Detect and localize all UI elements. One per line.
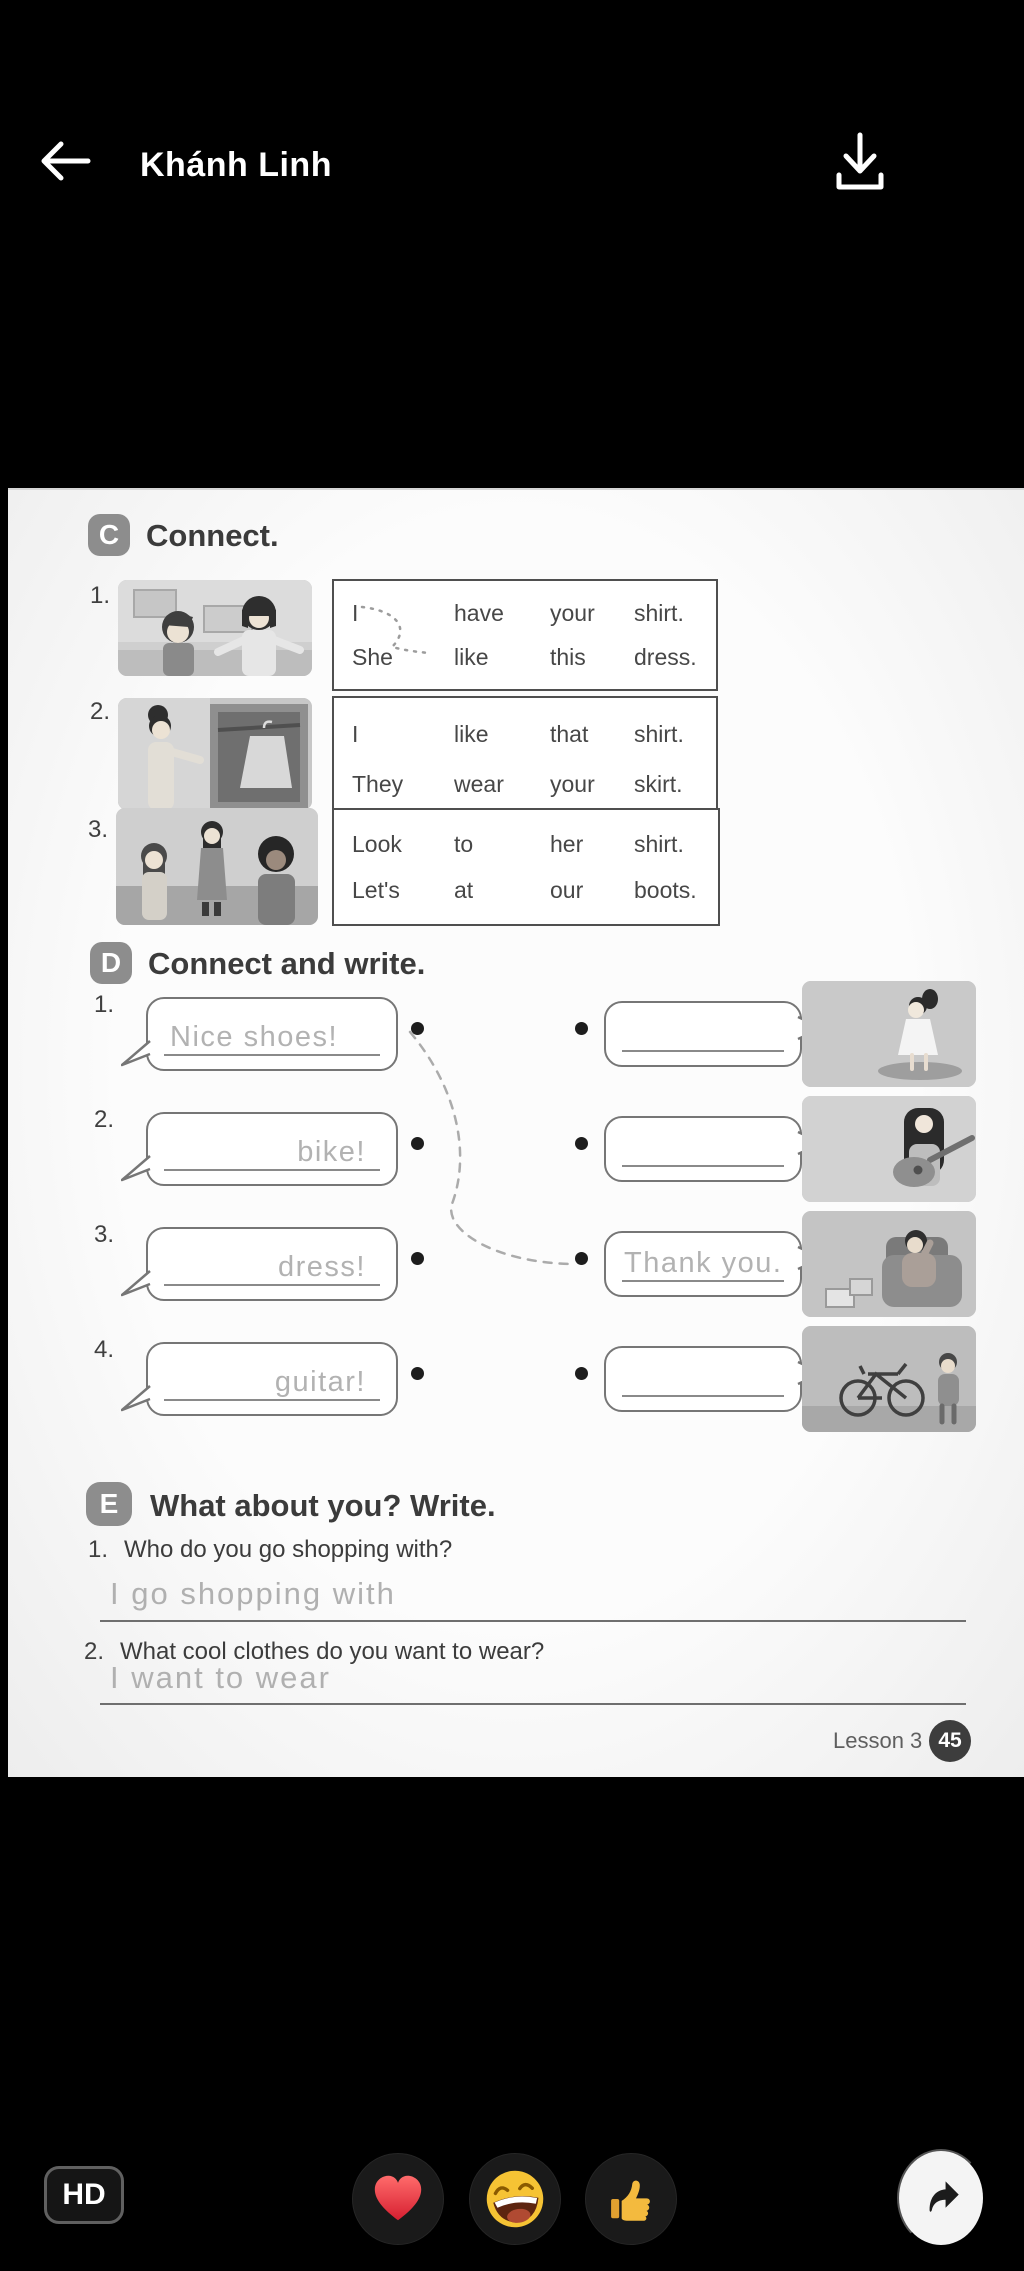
traced-text: dress!: [278, 1251, 366, 1283]
write-line: [622, 1395, 784, 1397]
table-cell: Look: [352, 830, 402, 857]
word-table-1: [332, 579, 718, 691]
handwritten-answer: I go shopping with: [110, 1576, 396, 1611]
illustration-girl-dress: [802, 981, 976, 1087]
table-cell: shirt.: [634, 830, 684, 857]
connect-dot: [411, 1137, 424, 1150]
question-text: Who do you go shopping with?: [124, 1536, 453, 1563]
write-line: [622, 1280, 784, 1282]
table-cell: that: [550, 721, 589, 748]
word-table-2: [332, 696, 718, 822]
speech-bubble-right: [604, 1001, 802, 1067]
connect-row: [8, 1322, 1024, 1437]
speech-bubble-left: [146, 1227, 398, 1301]
traced-text: Thank you.: [624, 1247, 783, 1279]
item-number: 1.: [90, 582, 111, 609]
back-arrow-icon: [38, 137, 94, 185]
connect-row: [8, 977, 1024, 1092]
traced-text: bike!: [297, 1136, 366, 1168]
section-c-badge: C: [88, 514, 130, 556]
table-cell: have: [454, 599, 504, 626]
section-e-badge: E: [86, 1482, 132, 1526]
table-cell: your: [550, 599, 595, 626]
question-number: 2.: [84, 1638, 105, 1665]
table-cell: at: [454, 877, 474, 904]
connect-dot: [575, 1252, 588, 1265]
table-cell: They: [352, 770, 404, 797]
write-line: [622, 1050, 784, 1052]
item-number: 4.: [94, 1336, 115, 1363]
heart-reaction-button[interactable]: [352, 2153, 444, 2245]
bubble-tail: [121, 1039, 151, 1067]
write-line: [164, 1284, 380, 1286]
back-button[interactable]: [36, 136, 96, 188]
section-c-title: Connect.: [146, 518, 279, 553]
write-line: [622, 1165, 784, 1167]
speech-bubble-left: [146, 997, 398, 1071]
table-cell: I: [352, 721, 359, 748]
thumbs-up-icon: [603, 2171, 659, 2227]
write-line: [164, 1169, 380, 1171]
download-button[interactable]: [830, 128, 890, 196]
item-number: 2.: [90, 698, 111, 725]
table-cell: boots.: [634, 877, 697, 904]
table-cell: Let's: [352, 877, 400, 904]
illustration-girl-guitar: [802, 1096, 976, 1202]
table-cell: shirt.: [634, 599, 684, 626]
laugh-reaction-button[interactable]: [469, 2153, 561, 2245]
thumbs-up-reaction-button[interactable]: [585, 2153, 677, 2245]
write-line: [164, 1399, 380, 1401]
speech-bubble-right: [604, 1346, 802, 1412]
table-cell: our: [550, 877, 584, 904]
more-options-button[interactable]: [962, 130, 996, 206]
connect-dot: [411, 1252, 424, 1265]
bubble-tail: [121, 1384, 151, 1412]
table-cell: this: [550, 644, 586, 671]
connect-row: [8, 1207, 1024, 1322]
connect-dot: [411, 1367, 424, 1380]
connect-row: [8, 1092, 1024, 1207]
speech-bubble-right: [604, 1116, 802, 1182]
handwritten-answer: I want to wear: [110, 1660, 331, 1695]
question-number: 1.: [88, 1536, 109, 1563]
item-number: 2.: [94, 1106, 115, 1133]
table-cell: your: [550, 770, 595, 797]
section-d-badge: D: [90, 942, 132, 984]
traced-text: guitar!: [274, 1366, 366, 1398]
connect-dot: [575, 1137, 588, 1150]
illustration-boy-bicycle: [802, 1326, 976, 1432]
item-number: 3.: [94, 1221, 115, 1248]
write-line: [164, 1054, 380, 1056]
item-number: 3.: [88, 816, 109, 843]
section-d-title: Connect and write.: [148, 946, 426, 981]
speech-bubble-right: [604, 1231, 802, 1297]
question-text: What cool clothes do you want to wear?: [120, 1638, 545, 1665]
worksheet-photo[interactable]: [8, 488, 1024, 1777]
table-cell: to: [454, 830, 474, 857]
section-e-title: What about you? Write.: [150, 1488, 496, 1523]
table-cell: her: [550, 830, 584, 857]
share-arrow-icon: [913, 2170, 969, 2226]
table-cell: She: [352, 644, 393, 671]
answer-line: [100, 1620, 966, 1622]
lesson-label: Lesson 3: [833, 1728, 923, 1753]
connect-dot: [411, 1022, 424, 1035]
page-number-badge: 45: [929, 1720, 971, 1762]
illustration-person-armchair: [802, 1211, 976, 1317]
table-cell: shirt.: [634, 721, 684, 748]
illustration-girl-wardrobe: [118, 698, 312, 810]
page-title: Khánh Linh: [140, 146, 332, 184]
table-cell: wear: [454, 770, 504, 797]
share-button[interactable]: [897, 2149, 985, 2247]
hd-toggle-button[interactable]: HD: [44, 2166, 124, 2224]
answer-line: [100, 1703, 966, 1705]
table-cell: skirt.: [634, 770, 683, 797]
table-cell: dress.: [634, 644, 697, 671]
word-table-3: [332, 808, 720, 926]
bubble-tail: [121, 1154, 151, 1182]
traced-text: Nice shoes!: [170, 1021, 339, 1053]
connect-dot: [575, 1367, 588, 1380]
download-icon: [832, 129, 888, 193]
table-cell: like: [454, 644, 489, 671]
bubble-tail: [121, 1269, 151, 1297]
table-cell: I: [352, 599, 359, 626]
illustration-boy-and-mother: [118, 580, 312, 676]
speech-bubble-left: [146, 1112, 398, 1186]
speech-bubble-left: [146, 1342, 398, 1416]
laugh-emoji-icon: [484, 2168, 546, 2230]
item-number: 1.: [94, 991, 115, 1018]
table-cell: like: [454, 721, 489, 748]
connect-dot: [575, 1022, 588, 1035]
illustration-three-kids: [116, 808, 318, 925]
heart-icon: [369, 2170, 427, 2228]
